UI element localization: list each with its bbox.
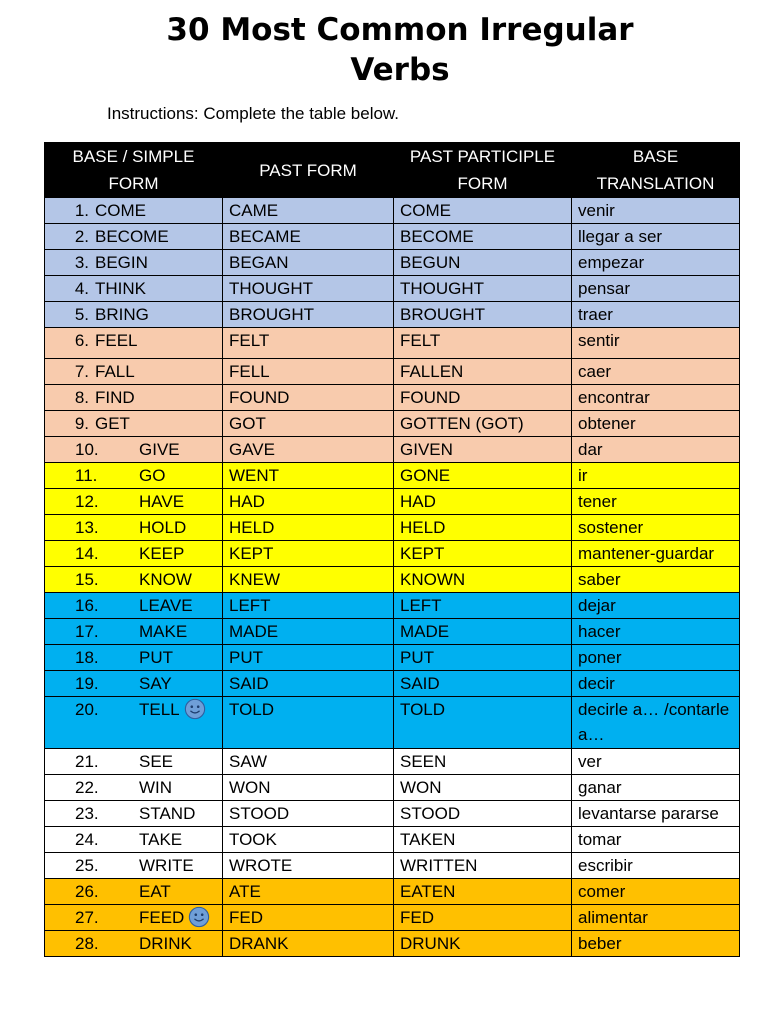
past-participle-cell: HAD: [394, 489, 572, 515]
translation-cell: ganar: [572, 775, 740, 801]
page-title: [0, 10, 768, 90]
row-number: 13.: [75, 518, 99, 537]
past-form-cell: LEFT: [223, 593, 394, 619]
past-participle-cell: KEPT: [394, 541, 572, 567]
table-row: [45, 593, 740, 619]
base-form-text: SEE: [139, 752, 174, 771]
past-form-cell: GAVE: [223, 437, 394, 463]
translation-cell: tomar: [572, 827, 740, 853]
past-participle-cell: SEEN: [394, 749, 572, 775]
past-form-cell: BEGAN: [223, 250, 394, 276]
past-form-cell: FOUND: [223, 385, 394, 411]
past-participle-cell: FELT: [394, 328, 572, 359]
translation-cell: empezar: [572, 250, 740, 276]
base-form-text: STAND: [139, 804, 196, 823]
row-number: 14.: [75, 544, 99, 563]
past-form-cell: HELD: [223, 515, 394, 541]
table-row: [45, 827, 740, 853]
table-row: [45, 879, 740, 905]
header-translation: BASE TRANSLATION: [572, 143, 740, 198]
base-form-cell: [45, 489, 223, 515]
past-participle-cell: PUT: [394, 645, 572, 671]
table-row: [45, 697, 740, 749]
translation-cell: dar: [572, 437, 740, 463]
past-participle-cell: DRUNK: [394, 931, 572, 957]
base-form-cell: [45, 697, 223, 749]
table-row: [45, 302, 740, 328]
row-number: 15.: [75, 570, 99, 589]
past-participle-cell: BEGUN: [394, 250, 572, 276]
table-row: [45, 749, 740, 775]
base-form-cell: [45, 411, 223, 437]
row-number: 20.: [75, 700, 99, 719]
translation-cell: sentir: [572, 328, 740, 359]
row-number: 12.: [75, 492, 99, 511]
base-form-cell: [45, 359, 223, 385]
smiley-face-icon: [188, 906, 210, 928]
past-form-cell: ATE: [223, 879, 394, 905]
row-number: 3.: [74, 253, 89, 272]
base-form-cell: [45, 198, 223, 224]
base-form-cell: [45, 541, 223, 567]
translation-cell: traer: [572, 302, 740, 328]
table-header-row: [45, 143, 740, 198]
past-form-cell: WROTE: [223, 853, 394, 879]
translation-cell: mantener-guardar: [572, 541, 740, 567]
past-participle-cell: FOUND: [394, 385, 572, 411]
row-number: 26.: [75, 882, 99, 901]
base-form-text: PUT: [139, 648, 173, 667]
table-row: [45, 619, 740, 645]
base-form-cell: [45, 801, 223, 827]
table-row: [45, 541, 740, 567]
past-participle-cell: STOOD: [394, 801, 572, 827]
base-form-cell: [45, 593, 223, 619]
base-form-text: KEEP: [139, 544, 185, 563]
row-number: 17.: [75, 622, 99, 641]
title-line-1: 30 Most Common Irregular: [166, 12, 634, 48]
table-row: [45, 671, 740, 697]
past-participle-cell: FED: [394, 905, 572, 931]
past-form-cell: MADE: [223, 619, 394, 645]
row-number: 10.: [75, 440, 99, 459]
past-form-cell: KNEW: [223, 567, 394, 593]
past-participle-cell: TOLD: [394, 697, 572, 749]
table-row: [45, 931, 740, 957]
row-number: 7.: [74, 362, 89, 381]
table-row: [45, 567, 740, 593]
past-participle-cell: BECOME: [394, 224, 572, 250]
title-line-2: Verbs: [350, 52, 450, 88]
base-form-text: EAT: [139, 882, 171, 901]
past-form-cell: BROUGHT: [223, 302, 394, 328]
base-form-cell: [45, 567, 223, 593]
row-number: 21.: [75, 752, 99, 771]
base-form-text: FALL: [95, 362, 135, 381]
row-number: 25.: [75, 856, 99, 875]
past-participle-cell: WON: [394, 775, 572, 801]
row-number: 28.: [75, 934, 99, 953]
base-form-cell: [45, 224, 223, 250]
table-row: [45, 359, 740, 385]
table-row: [45, 463, 740, 489]
table-row: [45, 276, 740, 302]
base-form-cell: [45, 328, 223, 359]
base-form-cell: [45, 463, 223, 489]
base-form-text: FIND: [95, 388, 135, 407]
base-form-cell: [45, 645, 223, 671]
row-number: 16.: [75, 596, 99, 615]
past-participle-cell: HELD: [394, 515, 572, 541]
base-form-text: COME: [95, 201, 146, 220]
past-form-cell: FELL: [223, 359, 394, 385]
row-number: 24.: [75, 830, 99, 849]
base-form-cell: [45, 250, 223, 276]
past-participle-cell: THOUGHT: [394, 276, 572, 302]
header-past-participle: PAST PARTICIPLE FORM: [394, 143, 572, 198]
translation-cell: sostener: [572, 515, 740, 541]
translation-cell: decir: [572, 671, 740, 697]
table-body: [45, 198, 740, 957]
base-form-cell: [45, 931, 223, 957]
past-participle-cell: GOTTEN (GOT): [394, 411, 572, 437]
base-form-text: GET: [95, 414, 130, 433]
base-form-text: BRING: [95, 305, 149, 324]
table-row: [45, 328, 740, 359]
row-number: 5.: [74, 305, 89, 324]
table-row: [45, 385, 740, 411]
base-form-text: FEED: [139, 908, 185, 927]
translation-cell: poner: [572, 645, 740, 671]
translation-cell: ir: [572, 463, 740, 489]
row-number: 22.: [75, 778, 99, 797]
base-form-text: SAY: [139, 674, 172, 693]
past-form-cell: WON: [223, 775, 394, 801]
past-form-cell: DRANK: [223, 931, 394, 957]
past-form-cell: THOUGHT: [223, 276, 394, 302]
translation-cell: venir: [572, 198, 740, 224]
base-form-text: FEEL: [95, 331, 138, 350]
row-number: 11.: [75, 466, 98, 485]
base-form-cell: [45, 619, 223, 645]
base-form-cell: [45, 437, 223, 463]
base-form-cell: [45, 515, 223, 541]
row-number: 1.: [74, 201, 89, 220]
base-form-text: LEAVE: [139, 596, 193, 615]
translation-cell: llegar a ser: [572, 224, 740, 250]
table-row: [45, 645, 740, 671]
smiley-face-icon: [184, 698, 206, 720]
past-participle-cell: MADE: [394, 619, 572, 645]
base-form-text: TELL: [139, 700, 180, 719]
base-form-cell: [45, 749, 223, 775]
past-participle-cell: WRITTEN: [394, 853, 572, 879]
row-number: 18.: [75, 648, 99, 667]
row-number: 27.: [75, 908, 99, 927]
base-form-cell: [45, 827, 223, 853]
translation-cell: saber: [572, 567, 740, 593]
translation-cell: pensar: [572, 276, 740, 302]
base-form-cell: [45, 775, 223, 801]
translation-cell: alimentar: [572, 905, 740, 931]
base-form-text: DRINK: [139, 934, 192, 953]
table-row: [45, 489, 740, 515]
table-row: [45, 198, 740, 224]
past-participle-cell: KNOWN: [394, 567, 572, 593]
base-form-text: MAKE: [139, 622, 188, 641]
base-form-text: HAVE: [139, 492, 185, 511]
base-form-text: TAKE: [139, 830, 183, 849]
table-row: [45, 224, 740, 250]
translation-cell: caer: [572, 359, 740, 385]
past-form-cell: FELT: [223, 328, 394, 359]
table-row: [45, 775, 740, 801]
base-form-text: THINK: [95, 279, 146, 298]
past-form-cell: BECAME: [223, 224, 394, 250]
base-form-cell: [45, 385, 223, 411]
instructions-text: Instructions: Complete the table below.: [107, 104, 399, 123]
base-form-text: GIVE: [139, 440, 180, 459]
row-number: 6.: [74, 331, 89, 350]
past-participle-cell: GONE: [394, 463, 572, 489]
translation-cell: hacer: [572, 619, 740, 645]
past-form-cell: FED: [223, 905, 394, 931]
row-number: 9.: [74, 414, 89, 433]
base-form-text: WIN: [139, 778, 173, 797]
header-base-form: BASE / SIMPLE FORM: [45, 143, 223, 198]
table-row: [45, 515, 740, 541]
past-form-cell: SAID: [223, 671, 394, 697]
table-row: [45, 801, 740, 827]
irregular-verbs-table: [44, 142, 740, 957]
past-participle-cell: SAID: [394, 671, 572, 697]
base-form-text: GO: [139, 466, 166, 485]
past-form-cell: TOOK: [223, 827, 394, 853]
past-participle-cell: LEFT: [394, 593, 572, 619]
base-form-text: BECOME: [95, 227, 169, 246]
table-row: [45, 250, 740, 276]
past-form-cell: GOT: [223, 411, 394, 437]
translation-cell: beber: [572, 931, 740, 957]
translation-cell: ver: [572, 749, 740, 775]
past-participle-cell: TAKEN: [394, 827, 572, 853]
row-number: 23.: [75, 804, 99, 823]
translation-cell: obtener: [572, 411, 740, 437]
past-participle-cell: GIVEN: [394, 437, 572, 463]
translation-cell: comer: [572, 879, 740, 905]
row-number: 2.: [74, 227, 89, 246]
header-past-form: PAST FORM: [223, 143, 394, 198]
translation-cell: tener: [572, 489, 740, 515]
row-number: 8.: [74, 388, 89, 407]
past-form-cell: PUT: [223, 645, 394, 671]
past-participle-cell: FALLEN: [394, 359, 572, 385]
translation-cell: decirle a… /contarle a…: [572, 697, 740, 749]
translation-cell: escribir: [572, 853, 740, 879]
table-row: [45, 905, 740, 931]
base-form-cell: [45, 879, 223, 905]
translation-cell: encontrar: [572, 385, 740, 411]
base-form-cell: [45, 905, 223, 931]
translation-cell: dejar: [572, 593, 740, 619]
base-form-cell: [45, 853, 223, 879]
table-row: [45, 411, 740, 437]
table-row: [45, 437, 740, 463]
base-form-text: WRITE: [139, 856, 194, 875]
past-form-cell: SAW: [223, 749, 394, 775]
past-form-cell: STOOD: [223, 801, 394, 827]
past-form-cell: CAME: [223, 198, 394, 224]
base-form-cell: [45, 302, 223, 328]
base-form-text: HOLD: [139, 518, 187, 537]
base-form-text: KNOW: [139, 570, 192, 589]
row-number: 19.: [75, 674, 99, 693]
past-participle-cell: BROUGHT: [394, 302, 572, 328]
table-row: [45, 853, 740, 879]
past-form-cell: TOLD: [223, 697, 394, 749]
base-form-text: BEGIN: [95, 253, 148, 272]
translation-cell: levantarse pararse: [572, 801, 740, 827]
past-form-cell: WENT: [223, 463, 394, 489]
past-form-cell: HAD: [223, 489, 394, 515]
past-participle-cell: EATEN: [394, 879, 572, 905]
past-form-cell: KEPT: [223, 541, 394, 567]
base-form-cell: [45, 276, 223, 302]
base-form-cell: [45, 671, 223, 697]
past-participle-cell: COME: [394, 198, 572, 224]
row-number: 4.: [74, 279, 89, 298]
